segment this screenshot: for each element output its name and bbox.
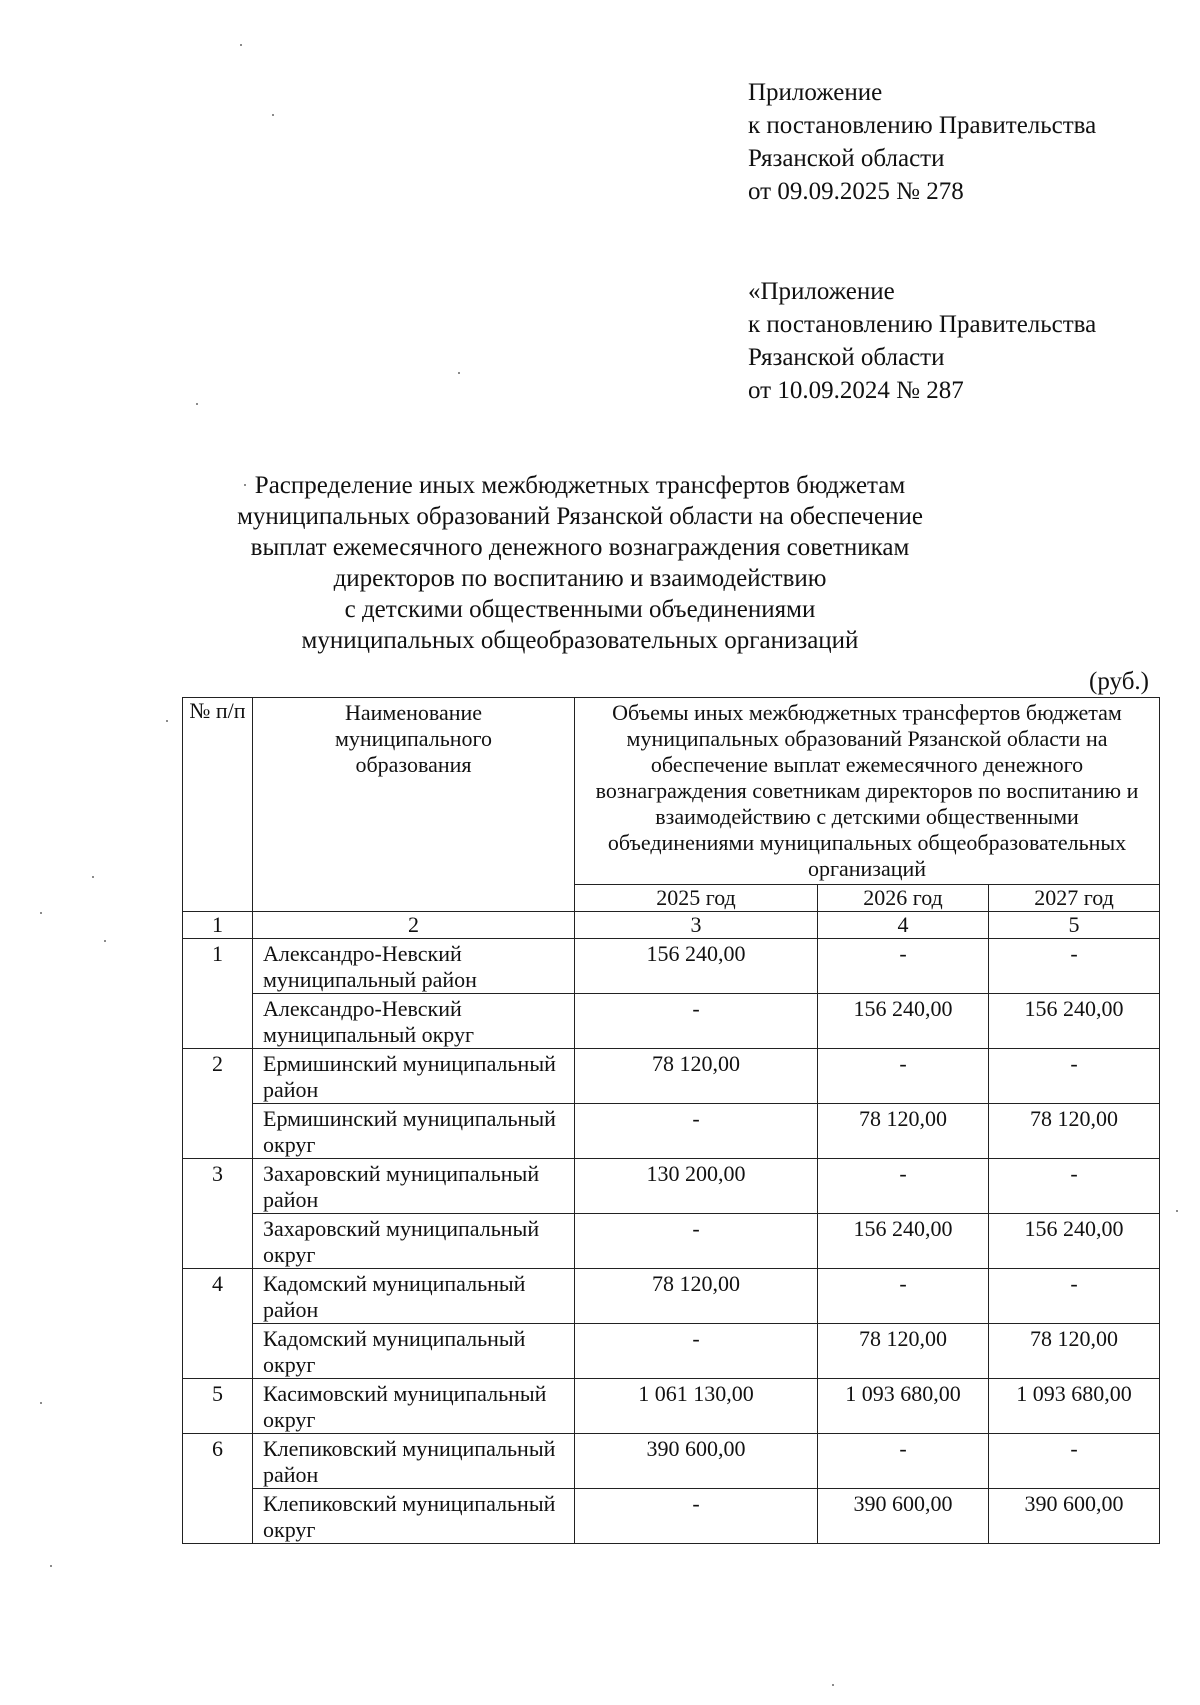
scan-speck [40, 1402, 42, 1404]
value-2027: - [989, 939, 1160, 994]
value-2027: - [989, 1269, 1160, 1324]
table-row [183, 1324, 1160, 1379]
title-line: Распределение иных межбюджетных трансфертов бюджетам [254, 472, 906, 499]
table-row [183, 1214, 1160, 1269]
scan-speck [244, 484, 246, 486]
scan-speck [40, 912, 42, 914]
value-2027: 156 240,00 [989, 1214, 1160, 1269]
transfers-table [182, 697, 1160, 1544]
scan-speck [458, 372, 460, 374]
value-2025: 78 120,00 [575, 1049, 818, 1104]
value-2025: 78 120,00 [575, 1269, 818, 1324]
value-2027: 390 600,00 [989, 1489, 1160, 1544]
value-2026: 156 240,00 [818, 994, 989, 1049]
value-2026: 390 600,00 [818, 1489, 989, 1544]
scan-speck [832, 1684, 834, 1686]
value-2025: - [575, 1489, 818, 1544]
row-number: 6 [183, 1434, 253, 1544]
municipality-name: Захаровский муниципальный район [253, 1159, 575, 1214]
column-index: 5 [989, 912, 1160, 939]
column-index: 4 [818, 912, 989, 939]
document-title [180, 470, 980, 656]
municipality-name: Клепиковский муниципальный округ [253, 1489, 575, 1544]
municipality-name: Кадомский муниципальный округ [253, 1324, 575, 1379]
header-name [253, 698, 575, 912]
value-2027: 1 093 680,00 [989, 1379, 1160, 1434]
value-2026: - [818, 1159, 989, 1214]
value-2027: - [989, 1049, 1160, 1104]
scan-speck [1176, 1210, 1178, 1212]
appendix-line: «Приложение [748, 278, 895, 305]
scan-speck [240, 44, 242, 46]
header-year-2026: 2026 год [818, 885, 989, 912]
appendix-line: к постановлению Правительства [748, 311, 1097, 338]
value-2026: - [818, 1269, 989, 1324]
column-index: 2 [253, 912, 575, 939]
value-2026: 78 120,00 [818, 1324, 989, 1379]
table-row [183, 1434, 1160, 1489]
scan-speck [196, 403, 198, 405]
column-index: 3 [575, 912, 818, 939]
header-name-label: Наименование муниципального образования [334, 700, 492, 777]
table-row [183, 994, 1160, 1049]
scan-speck [50, 1565, 52, 1567]
value-2025: - [575, 1214, 818, 1269]
row-number: 4 [183, 1269, 253, 1379]
value-2027: 78 120,00 [989, 1324, 1160, 1379]
appendix-line: от 09.09.2025 № 278 [748, 178, 964, 205]
table-row [183, 939, 1160, 994]
row-number: 2 [183, 1049, 253, 1159]
header-num [183, 698, 253, 912]
table-row [183, 1159, 1160, 1214]
row-number: 3 [183, 1159, 253, 1269]
value-2025: - [575, 1104, 818, 1159]
municipality-name: Ермишинский муниципальный округ [253, 1104, 575, 1159]
value-2027: 78 120,00 [989, 1104, 1160, 1159]
title-line: директоров по воспитанию и взаимодействию [333, 565, 827, 592]
municipality-name: Клепиковский муниципальный район [253, 1434, 575, 1489]
header-num-label: № п/п [189, 698, 246, 723]
title-line: с детскими общественными объединениями [344, 596, 816, 623]
value-2026: 1 093 680,00 [818, 1379, 989, 1434]
appendix-line: Рязанской области [748, 344, 945, 371]
column-index: 1 [183, 912, 253, 939]
municipality-name: Ермишинский муниципальный район [253, 1049, 575, 1104]
title-line: выплат ежемесячного денежного вознаграждения советникам [250, 534, 910, 561]
scan-speck [92, 876, 94, 878]
appendix-line: Приложение [748, 79, 883, 106]
value-2027: 156 240,00 [989, 994, 1160, 1049]
value-2027: - [989, 1159, 1160, 1214]
municipality-name: Захаровский муниципальный округ [253, 1214, 575, 1269]
value-2025: 156 240,00 [575, 939, 818, 994]
appendix-stamp-previous [748, 275, 1096, 407]
header-volumes [575, 698, 1160, 885]
currency-unit: (руб.) [1089, 668, 1149, 695]
scan-speck [104, 940, 106, 942]
value-2027: - [989, 1434, 1160, 1489]
header-volumes-label: Объемы иных межбюджетных трансфертов бюджетам муниципальных образований Рязанской области на обеспечение выплат ежемесячного денежного вознаграждения советникам директоров по воспитанию и взаимодействию с детскими общественными объединениями муниципальных общеобразовательных организаций [595, 700, 1139, 881]
value-2025: - [575, 994, 818, 1049]
table-row [183, 1049, 1160, 1104]
municipality-name: Касимовский муниципальный округ [253, 1379, 575, 1434]
scan-speck [166, 720, 168, 722]
value-2026: - [818, 939, 989, 994]
municipality-name: Кадомский муниципальный район [253, 1269, 575, 1324]
title-line: муниципальных образований Рязанской области на обеспечение [237, 503, 923, 530]
value-2026: - [818, 1049, 989, 1104]
header-year-2025: 2025 год [575, 885, 818, 912]
appendix-stamp-current [748, 76, 1096, 208]
table-row [183, 1379, 1160, 1434]
appendix-line: к постановлению Правительства [748, 112, 1097, 139]
municipality-name: Александро-Невский муниципальный район [253, 939, 575, 994]
value-2025: 1 061 130,00 [575, 1379, 818, 1434]
header-year-2027: 2027 год [989, 885, 1160, 912]
table-row [183, 1269, 1160, 1324]
appendix-line: Рязанской области [748, 145, 945, 172]
value-2025: 130 200,00 [575, 1159, 818, 1214]
title-line: муниципальных общеобразовательных организаций [301, 627, 859, 654]
value-2026: - [818, 1434, 989, 1489]
municipality-name: Александро-Невский муниципальный округ [253, 994, 575, 1049]
table-row [183, 1104, 1160, 1159]
value-2025: 390 600,00 [575, 1434, 818, 1489]
value-2026: 78 120,00 [818, 1104, 989, 1159]
scan-speck [272, 114, 274, 116]
row-number: 1 [183, 939, 253, 1049]
value-2025: - [575, 1324, 818, 1379]
appendix-line: от 10.09.2024 № 287 [748, 377, 964, 404]
value-2026: 156 240,00 [818, 1214, 989, 1269]
table-row [183, 1489, 1160, 1544]
row-number: 5 [183, 1379, 253, 1434]
